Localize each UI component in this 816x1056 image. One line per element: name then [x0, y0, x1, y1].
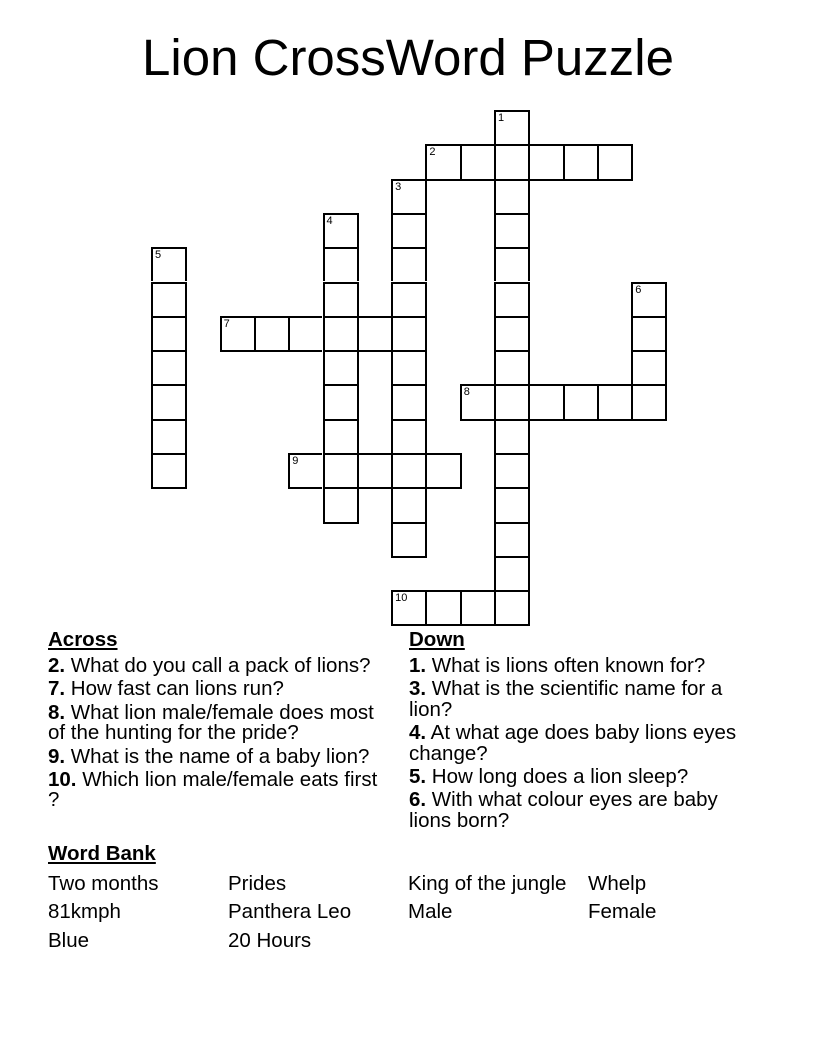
grid-cell[interactable]	[494, 590, 530, 626]
grid-cell[interactable]	[151, 453, 187, 489]
clue-number: 5	[155, 249, 162, 262]
grid-cell[interactable]	[494, 487, 530, 521]
grid-cell[interactable]	[391, 419, 427, 453]
clue-number-label: 7.	[48, 677, 66, 701]
clue-number-label: 2.	[48, 654, 66, 677]
grid-cell[interactable]	[460, 590, 494, 626]
crossword-grid	[151, 110, 668, 627]
grid-cell[interactable]	[323, 282, 359, 316]
clue-number-label: 5.	[409, 765, 427, 789]
grid-cell[interactable]	[425, 453, 461, 489]
clue-number: 10	[395, 592, 408, 605]
grid-cell[interactable]	[631, 316, 667, 350]
word-bank-item: Whelp	[588, 872, 647, 895]
word-bank-item: King of the jungle	[408, 872, 567, 895]
grid-cell[interactable]	[391, 179, 427, 213]
grid-cell[interactable]	[151, 282, 187, 316]
clue-number-label: 8.	[48, 700, 66, 724]
grid-cell[interactable]	[323, 316, 357, 350]
grid-cell[interactable]	[391, 350, 427, 384]
grid-cell[interactable]	[391, 384, 427, 418]
word-bank-item: Female	[588, 900, 657, 924]
grid-cell[interactable]	[460, 384, 494, 420]
across-clue-9: 9. What is the name of a baby lion?	[48, 744, 370, 768]
grid-cell[interactable]	[151, 419, 187, 453]
grid-cell[interactable]	[357, 316, 391, 352]
grid-cell[interactable]	[323, 419, 359, 453]
puzzle-title: Lion CrossWord Puzzle	[142, 29, 674, 86]
grid-cell[interactable]	[220, 316, 254, 352]
across-heading: Across	[48, 628, 118, 651]
down-heading: Down	[409, 628, 465, 651]
clue-number: 9	[292, 455, 299, 467]
grid-cell[interactable]	[391, 522, 427, 558]
grid-cell[interactable]	[494, 213, 530, 247]
word-bank-item: Panthera Leo	[228, 900, 352, 924]
grid-cell[interactable]	[494, 350, 530, 384]
grid-cell[interactable]	[631, 282, 667, 316]
grid-cell[interactable]	[151, 316, 187, 350]
grid-cell[interactable]	[631, 384, 667, 420]
grid-cell[interactable]	[597, 384, 631, 420]
grid-cell[interactable]	[323, 213, 359, 247]
grid-cell[interactable]	[563, 384, 597, 420]
word-bank-item: Blue	[48, 928, 90, 952]
word-bank-item: Two months	[48, 872, 159, 895]
clue-number: 1	[498, 112, 505, 124]
grid-cell[interactable]	[494, 556, 530, 590]
grid-cell[interactable]	[494, 316, 530, 350]
word-bank-section	[48, 843, 788, 955]
down-clue-6: 6. With what colour eyes are baby lions born?	[409, 788, 718, 832]
down-clue-1: 1. What is lions often known for?	[409, 654, 706, 677]
across-clue-2: 2. What do you call a pack of lions?	[48, 654, 371, 677]
across-clue-10: 10. Which lion male/female eats first ?	[48, 768, 378, 812]
grid-cell[interactable]	[494, 179, 530, 213]
grid-cell[interactable]	[494, 453, 530, 487]
clue-number-label: 4.	[409, 721, 427, 745]
word-bank-empty	[588, 927, 768, 955]
grid-cell[interactable]	[391, 453, 425, 487]
clue-number-label: 10.	[48, 768, 77, 792]
down-clues-section	[409, 629, 743, 834]
down-clue-3: 3. What is the scientific name for a lion?	[409, 677, 723, 721]
clue-number: 8	[463, 386, 470, 399]
across-clue-8: 8. What lion male/female does most of the hunting for the pride?	[48, 700, 374, 745]
grid-cell[interactable]	[288, 453, 322, 489]
word-bank-item: 20 Hours	[228, 928, 312, 952]
grid-cell[interactable]	[563, 144, 597, 180]
grid-cell[interactable]	[288, 316, 322, 352]
grid-cell[interactable]	[391, 590, 425, 626]
clue-number: 4	[326, 214, 333, 227]
grid-cell[interactable]	[528, 384, 562, 420]
grid-cell[interactable]	[151, 384, 187, 418]
grid-cell[interactable]	[494, 282, 530, 316]
grid-cell[interactable]	[151, 350, 187, 384]
clue-number-label: 9.	[48, 744, 66, 768]
grid-cell[interactable]	[323, 453, 357, 487]
word-bank-item: Prides	[228, 872, 287, 895]
grid-cell[interactable]	[528, 144, 562, 180]
across-clue-list	[48, 656, 382, 811]
clue-number-label: 1.	[409, 654, 427, 677]
word-bank-item: Male	[408, 900, 453, 924]
across-clues-section	[48, 629, 382, 814]
grid-cell[interactable]	[391, 487, 427, 521]
across-clue-7: 7. How fast can lions run?	[48, 677, 284, 701]
grid-cell[interactable]	[357, 453, 391, 489]
grid-cell[interactable]	[460, 144, 494, 180]
grid-cell[interactable]	[323, 487, 359, 523]
word-bank-heading: Word Bank	[48, 842, 156, 865]
grid-cell[interactable]	[494, 522, 530, 556]
grid-cell[interactable]	[323, 350, 359, 384]
grid-cell[interactable]	[391, 282, 427, 316]
clue-number: 3	[395, 180, 402, 193]
word-bank-grid	[48, 870, 788, 955]
down-clue-list	[409, 656, 743, 831]
grid-cell[interactable]	[425, 590, 459, 626]
word-bank-item: 81kmph	[48, 900, 121, 924]
grid-cell[interactable]	[631, 350, 667, 384]
grid-cell[interactable]	[254, 316, 288, 352]
grid-cell[interactable]	[391, 247, 427, 281]
grid-cell[interactable]	[323, 247, 359, 281]
clue-number: 2	[429, 146, 436, 159]
grid-cell[interactable]	[391, 213, 427, 247]
grid-cell[interactable]	[494, 384, 528, 418]
word-bank-empty	[408, 927, 588, 955]
down-clue-4: 4. At what age does baby lions eyes change?	[409, 721, 737, 765]
grid-cell[interactable]	[425, 144, 459, 180]
grid-cell[interactable]	[323, 384, 359, 418]
clue-number-label: 6.	[409, 788, 427, 812]
grid-cell[interactable]	[494, 247, 530, 281]
down-clue-5: 5. How long does a lion sleep?	[409, 765, 689, 789]
clue-number: 6	[635, 283, 642, 296]
grid-cell[interactable]	[494, 144, 528, 178]
grid-cell[interactable]	[391, 316, 427, 350]
grid-cell[interactable]	[494, 419, 530, 453]
grid-cell[interactable]	[494, 110, 530, 144]
clue-number: 7	[223, 317, 230, 330]
grid-cell[interactable]	[597, 144, 633, 180]
grid-cell[interactable]	[151, 247, 187, 281]
clue-number-label: 3.	[409, 677, 427, 701]
